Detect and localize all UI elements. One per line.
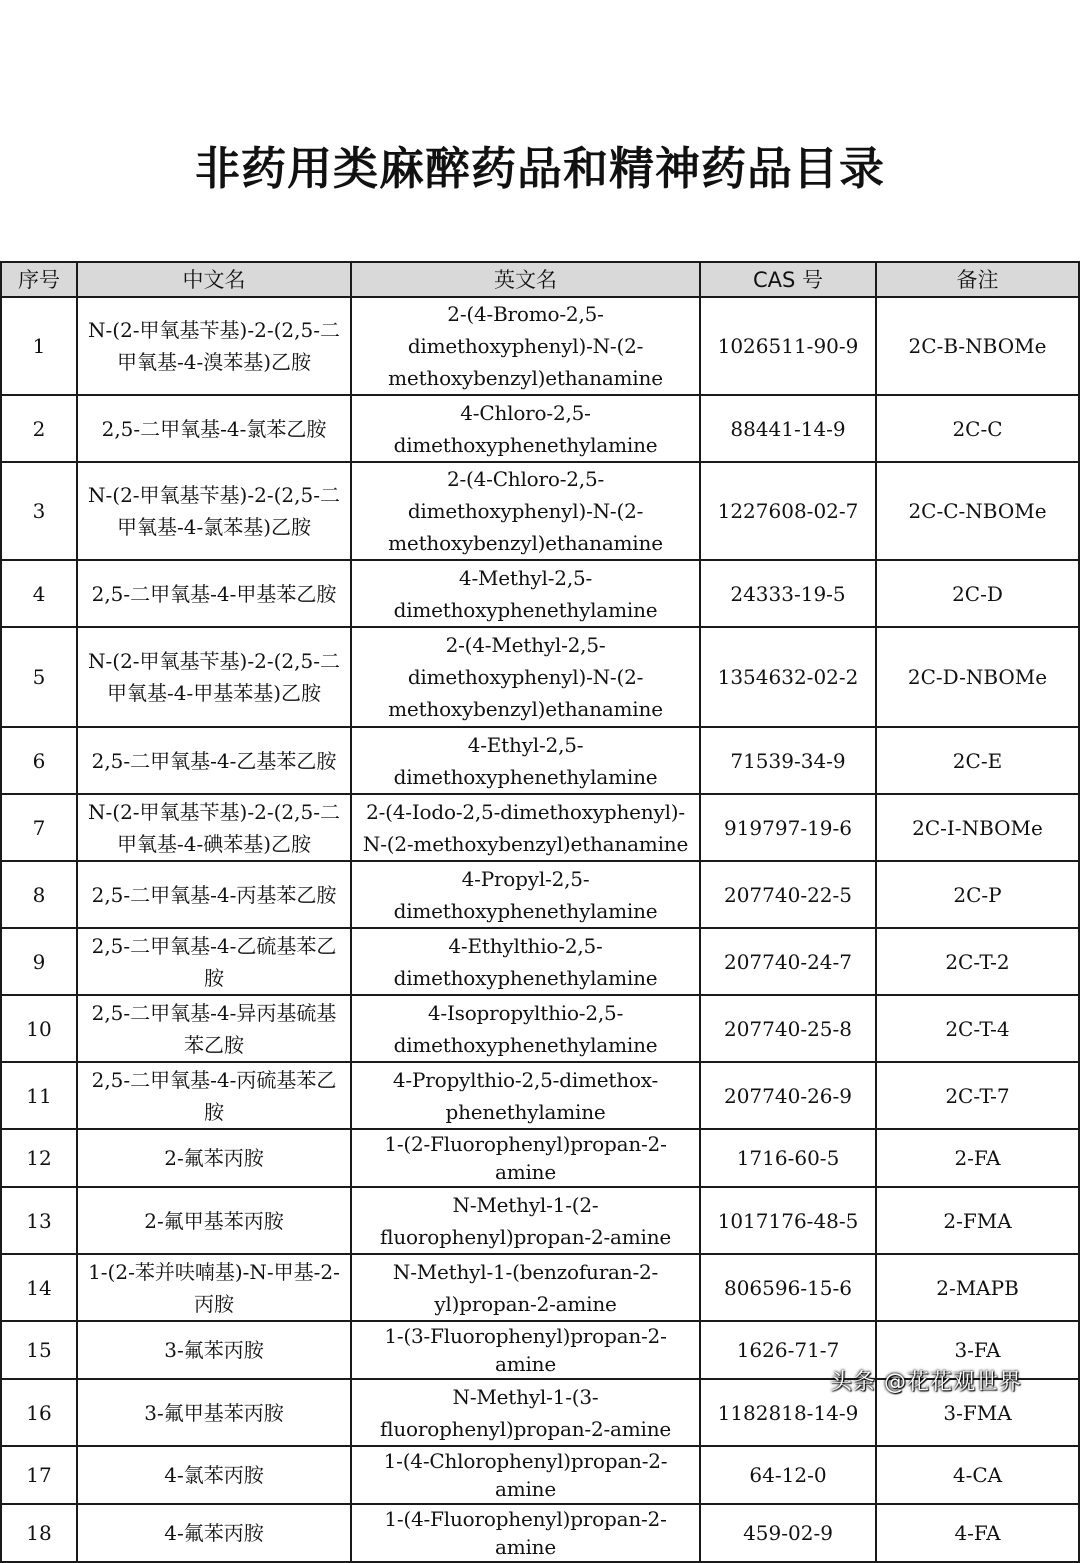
serial-number-cell: 13 <box>1 1187 77 1254</box>
header-serial-number: 序号 <box>1 262 77 297</box>
cas-number-cell: 1026511-90-9 <box>700 297 876 395</box>
english-name-cell: 1-(4-Fluorophenyl)propan-2-amine <box>351 1504 700 1562</box>
english-name-cell: 2-(4-Chloro-2,5-dimethoxyphenyl)-N-(2-methoxybenzyl)ethanamine <box>351 462 700 560</box>
cas-number-cell: 207740-22-5 <box>700 861 876 928</box>
chinese-name-cell: 2,5-二甲氧基-4-乙基苯乙胺 <box>77 727 351 794</box>
remarks-cell: 3-FA <box>876 1321 1079 1379</box>
table-row <box>1 297 1079 395</box>
table-row <box>1 1187 1079 1254</box>
chinese-name-cell: 3-氟苯丙胺 <box>77 1321 351 1379</box>
table-row <box>1 395 1079 462</box>
header-chinese-name: 中文名 <box>77 262 351 297</box>
remarks-cell: 2C-C-NBOMe <box>876 462 1079 560</box>
chinese-name-cell: 1-(2-苯并呋喃基)-N-甲基-2-丙胺 <box>77 1254 351 1321</box>
serial-number-cell: 9 <box>1 928 77 995</box>
cas-number-cell: 1354632-02-2 <box>700 627 876 727</box>
table-row <box>1 995 1079 1062</box>
english-name-cell: 1-(4-Chlorophenyl)propan-2-amine <box>351 1446 700 1504</box>
serial-number-cell: 4 <box>1 560 77 627</box>
cas-number-cell: 207740-24-7 <box>700 928 876 995</box>
chinese-name-cell: 2-氟甲基苯丙胺 <box>77 1187 351 1254</box>
cas-number-cell: 71539-34-9 <box>700 727 876 794</box>
remarks-cell: 2C-P <box>876 861 1079 928</box>
serial-number-cell: 3 <box>1 462 77 560</box>
remarks-cell: 2C-D <box>876 560 1079 627</box>
table-row <box>1 1446 1079 1504</box>
remarks-cell: 2C-T-4 <box>876 995 1079 1062</box>
table-row <box>1 560 1079 627</box>
english-name-cell: 4-Propyl-2,5-dimethoxyphenethylamine <box>351 861 700 928</box>
cas-number-cell: 459-02-9 <box>700 1504 876 1562</box>
header-english-name: 英文名 <box>351 262 700 297</box>
watermark: 头条 @花花观世界 <box>830 1370 1022 1395</box>
serial-number-cell: 2 <box>1 395 77 462</box>
remarks-cell: 2C-D-NBOMe <box>876 627 1079 727</box>
table-row <box>1 1254 1079 1321</box>
chinese-name-cell: 2,5-二甲氧基-4-氯苯乙胺 <box>77 395 351 462</box>
remarks-cell: 2-FA <box>876 1129 1079 1187</box>
remarks-cell: 4-FA <box>876 1504 1079 1562</box>
chinese-name-cell: 4-氯苯丙胺 <box>77 1446 351 1504</box>
table-row <box>1 627 1079 727</box>
english-name-cell: 4-Ethyl-2,5-dimethoxyphenethylamine <box>351 727 700 794</box>
cas-number-cell: 64-12-0 <box>700 1446 876 1504</box>
remarks-cell: 2C-I-NBOMe <box>876 794 1079 861</box>
cas-number-cell: 88441-14-9 <box>700 395 876 462</box>
english-name-cell: 1-(2-Fluorophenyl)propan-2-amine <box>351 1129 700 1187</box>
remarks-cell: 2C-E <box>876 727 1079 794</box>
serial-number-cell: 10 <box>1 995 77 1062</box>
serial-number-cell: 12 <box>1 1129 77 1187</box>
english-name-cell: 4-Propylthio-2,5-dimethox-phenethylamine <box>351 1062 700 1129</box>
chinese-name-cell: 2,5-二甲氧基-4-丙基苯乙胺 <box>77 861 351 928</box>
remarks-cell: 2-MAPB <box>876 1254 1079 1321</box>
table-row <box>1 462 1079 560</box>
serial-number-cell: 17 <box>1 1446 77 1504</box>
english-name-cell: 1-(3-Fluorophenyl)propan-2-amine <box>351 1321 700 1379</box>
serial-number-cell: 6 <box>1 727 77 794</box>
table-row <box>1 727 1079 794</box>
cas-number-cell: 207740-26-9 <box>700 1062 876 1129</box>
english-name-cell: 2-(4-Methyl-2,5-dimethoxyphenyl)-N-(2-methoxybenzyl)ethanamine <box>351 627 700 727</box>
serial-number-cell: 7 <box>1 794 77 861</box>
chinese-name-cell: N-(2-甲氧基苄基)-2-(2,5-二甲氧基-4-碘苯基)乙胺 <box>77 794 351 861</box>
cas-number-cell: 1716-60-5 <box>700 1129 876 1187</box>
english-name-cell: 4-Ethylthio-2,5-dimethoxyphenethylamine <box>351 928 700 995</box>
english-name-cell: 4-Methyl-2,5-dimethoxyphenethylamine <box>351 560 700 627</box>
remarks-cell: 2C-C <box>876 395 1079 462</box>
serial-number-cell: 18 <box>1 1504 77 1562</box>
cas-number-cell: 24333-19-5 <box>700 560 876 627</box>
serial-number-cell: 1 <box>1 297 77 395</box>
header-remarks: 备注 <box>876 262 1079 297</box>
remarks-cell: 4-CA <box>876 1446 1079 1504</box>
serial-number-cell: 8 <box>1 861 77 928</box>
header-cas-number: CAS 号 <box>700 262 876 297</box>
remarks-cell: 2C-B-NBOMe <box>876 297 1079 395</box>
chinese-name-cell: N-(2-甲氧基苄基)-2-(2,5-二甲氧基-4-甲基苯基)乙胺 <box>77 627 351 727</box>
remarks-cell: 2C-T-7 <box>876 1062 1079 1129</box>
table-row <box>1 1504 1079 1562</box>
table-row <box>1 1062 1079 1129</box>
serial-number-cell: 5 <box>1 627 77 727</box>
chinese-name-cell: N-(2-甲氧基苄基)-2-(2,5-二甲氧基-4-氯苯基)乙胺 <box>77 462 351 560</box>
chinese-name-cell: 4-氟苯丙胺 <box>77 1504 351 1562</box>
chinese-name-cell: 2,5-二甲氧基-4-异丙基硫基苯乙胺 <box>77 995 351 1062</box>
serial-number-cell: 14 <box>1 1254 77 1321</box>
table-row <box>1 794 1079 861</box>
chinese-name-cell: 3-氟甲基苯丙胺 <box>77 1379 351 1446</box>
table-row <box>1 861 1079 928</box>
chinese-name-cell: 2,5-二甲氧基-4-乙硫基苯乙胺 <box>77 928 351 995</box>
page-title: 非药用类麻醉药品和精神药品目录 <box>194 142 885 195</box>
serial-number-cell: 15 <box>1 1321 77 1379</box>
cas-number-cell: 919797-19-6 <box>700 794 876 861</box>
cas-number-cell: 1227608-02-7 <box>700 462 876 560</box>
cas-number-cell: 1182818-14-9 <box>700 1379 876 1446</box>
table-header-row <box>1 262 1079 297</box>
chinese-name-cell: 2-氟苯丙胺 <box>77 1129 351 1187</box>
english-name-cell: N-Methyl-1-(3-fluorophenyl)propan-2-amine <box>351 1379 700 1446</box>
remarks-cell: 2-FMA <box>876 1187 1079 1254</box>
serial-number-cell: 16 <box>1 1379 77 1446</box>
serial-number-cell: 11 <box>1 1062 77 1129</box>
chinese-name-cell: N-(2-甲氧基苄基)-2-(2,5-二甲氧基-4-溴苯基)乙胺 <box>77 297 351 395</box>
chinese-name-cell: 2,5-二甲氧基-4-丙硫基苯乙胺 <box>77 1062 351 1129</box>
remarks-cell: 3-FMA <box>876 1379 1079 1446</box>
english-name-cell: N-Methyl-1-(benzofuran-2-yl)propan-2-amine <box>351 1254 700 1321</box>
cas-number-cell: 1626-71-7 <box>700 1321 876 1379</box>
cas-number-cell: 207740-25-8 <box>700 995 876 1062</box>
remarks-cell: 2C-T-2 <box>876 928 1079 995</box>
english-name-cell: 4-Isopropylthio-2,5-dimethoxyphenethylamine <box>351 995 700 1062</box>
chinese-name-cell: 2,5-二甲氧基-4-甲基苯乙胺 <box>77 560 351 627</box>
table-row <box>1 1129 1079 1187</box>
english-name-cell: 2-(4-Bromo-2,5-dimethoxyphenyl)-N-(2-methoxybenzyl)ethanamine <box>351 297 700 395</box>
cas-number-cell: 806596-15-6 <box>700 1254 876 1321</box>
cas-number-cell: 1017176-48-5 <box>700 1187 876 1254</box>
english-name-cell: 2-(4-Iodo-2,5-dimethoxyphenyl)-N-(2-methoxybenzyl)ethanamine <box>351 794 700 861</box>
english-name-cell: 4-Chloro-2,5-dimethoxyphenethylamine <box>351 395 700 462</box>
english-name-cell: N-Methyl-1-(2-fluorophenyl)propan-2-amine <box>351 1187 700 1254</box>
table-row <box>1 928 1079 995</box>
